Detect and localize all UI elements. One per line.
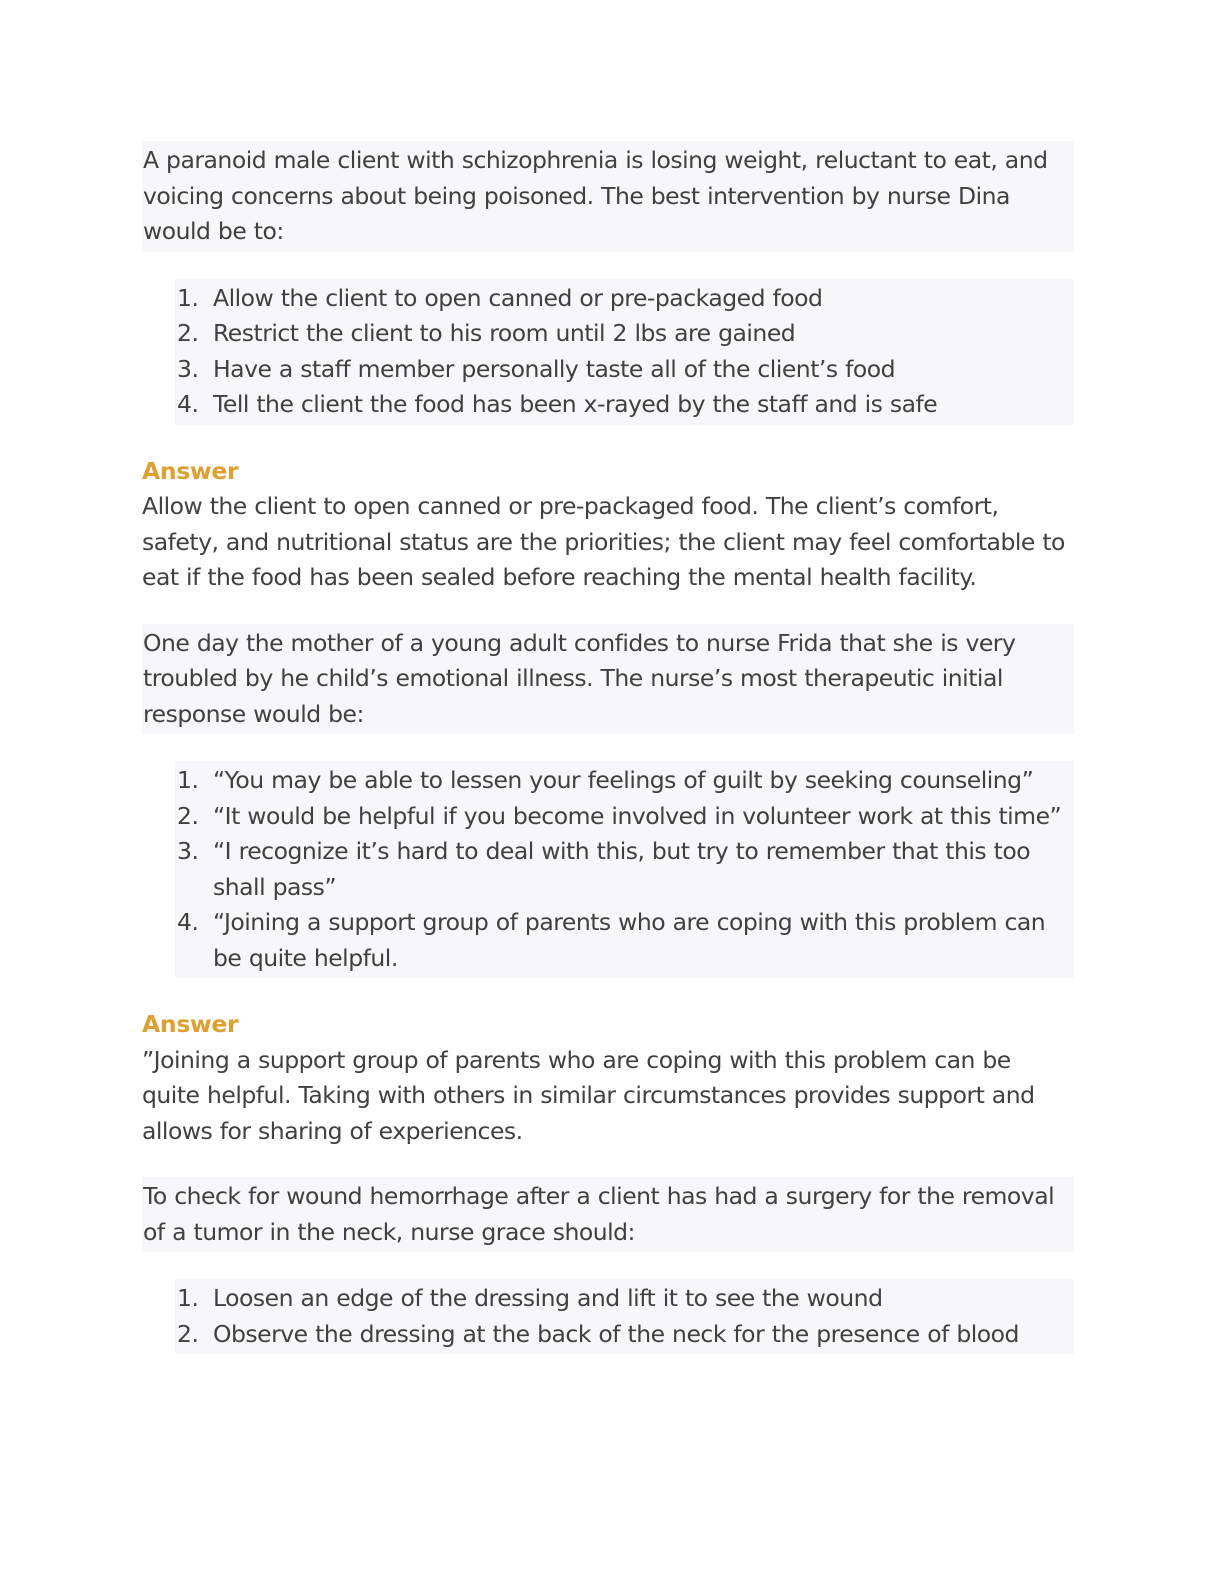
option-item: 2. “It would be helpful if you become involved in volunteer work at this time”	[177, 801, 1062, 830]
document-page	[142, 141, 1074, 1354]
option-text: Allow the client to open canned or pre-packaged food	[213, 283, 823, 312]
question-2-options	[175, 761, 1074, 978]
option-item: 4. “Joining a support group of parents who are coping with this problem can be quite helpful.	[177, 908, 1046, 972]
option-item: 3. “I recognize it’s hard to deal with this, but try to remember that this too shall pass”	[177, 837, 1031, 901]
answer-label-1: Answer	[142, 456, 239, 485]
option-text: Observe the dressing at the back of the neck for the presence of blood	[213, 1319, 1019, 1348]
answer-label-2: Answer	[142, 1010, 239, 1038]
option-text: Have a staff member personally taste all of the client’s food	[213, 354, 896, 383]
option-item: 1. “You may be able to lessen your feelings of guilt by seeking counseling”	[177, 766, 1034, 794]
option-text: Tell the client the food has been x-rayed by the staff and is safe	[213, 390, 938, 418]
option-text: “Joining a support group of parents who are coping with this problem can be quite helpful.	[213, 908, 1046, 972]
answer-2: ”Joining a support group of parents who are coping with this problem can be quite helpful. Taking with others in similar circumstances provides support and allows for sharing of experiences.	[142, 1045, 1035, 1145]
question-3: To check for wound hemorrhage after a client has had a surgery for the removal of a tumor in the neck, nurse grace should:	[142, 1177, 1074, 1252]
option-text: “It would be helpful if you become involved in volunteer work at this time”	[213, 801, 1062, 830]
question-1-options	[175, 279, 1074, 425]
option-item: 3. Have a staff member personally taste all of the client’s food	[177, 354, 896, 383]
option-item: 4. Tell the client the food has been x-rayed by the staff and is safe	[177, 390, 938, 418]
option-item: 2. Observe the dressing at the back of the neck for the presence of blood	[177, 1319, 1019, 1348]
question-3-options	[175, 1279, 1074, 1354]
option-item: 2. Restrict the client to his room until 2 lbs are gained	[177, 319, 796, 347]
option-text: Loosen an edge of the dressing and lift it to see the wound	[213, 1284, 883, 1312]
option-text: “I recognize it’s hard to deal with this, but try to remember that this too shall pass”	[213, 837, 1031, 901]
option-item: 1. Allow the client to open canned or pre-packaged food	[177, 283, 823, 312]
option-item: 1. Loosen an edge of the dressing and lift it to see the wound	[177, 1284, 883, 1312]
option-text: Restrict the client to his room until 2 lbs are gained	[213, 319, 796, 347]
option-text: “You may be able to lessen your feelings of guilt by seeking counseling”	[213, 766, 1034, 794]
question-2: One day the mother of a young adult confides to nurse Frida that she is very troubled by he child’s emotional illness. The nurse’s most therapeutic initial response would be:	[142, 624, 1074, 735]
answer-1: Allow the client to open canned or pre-packaged food. The client’s comfort, safety, and nutritional status are the priorities; the client may feel comfortable to eat if the food has been sealed before reaching the mental health facility.	[142, 492, 1065, 591]
question-1: A paranoid male client with schizophrenia is losing weight, reluctant to eat, and voicing concerns about being poisoned. The best intervention by nurse Dina would be to:	[142, 141, 1074, 252]
